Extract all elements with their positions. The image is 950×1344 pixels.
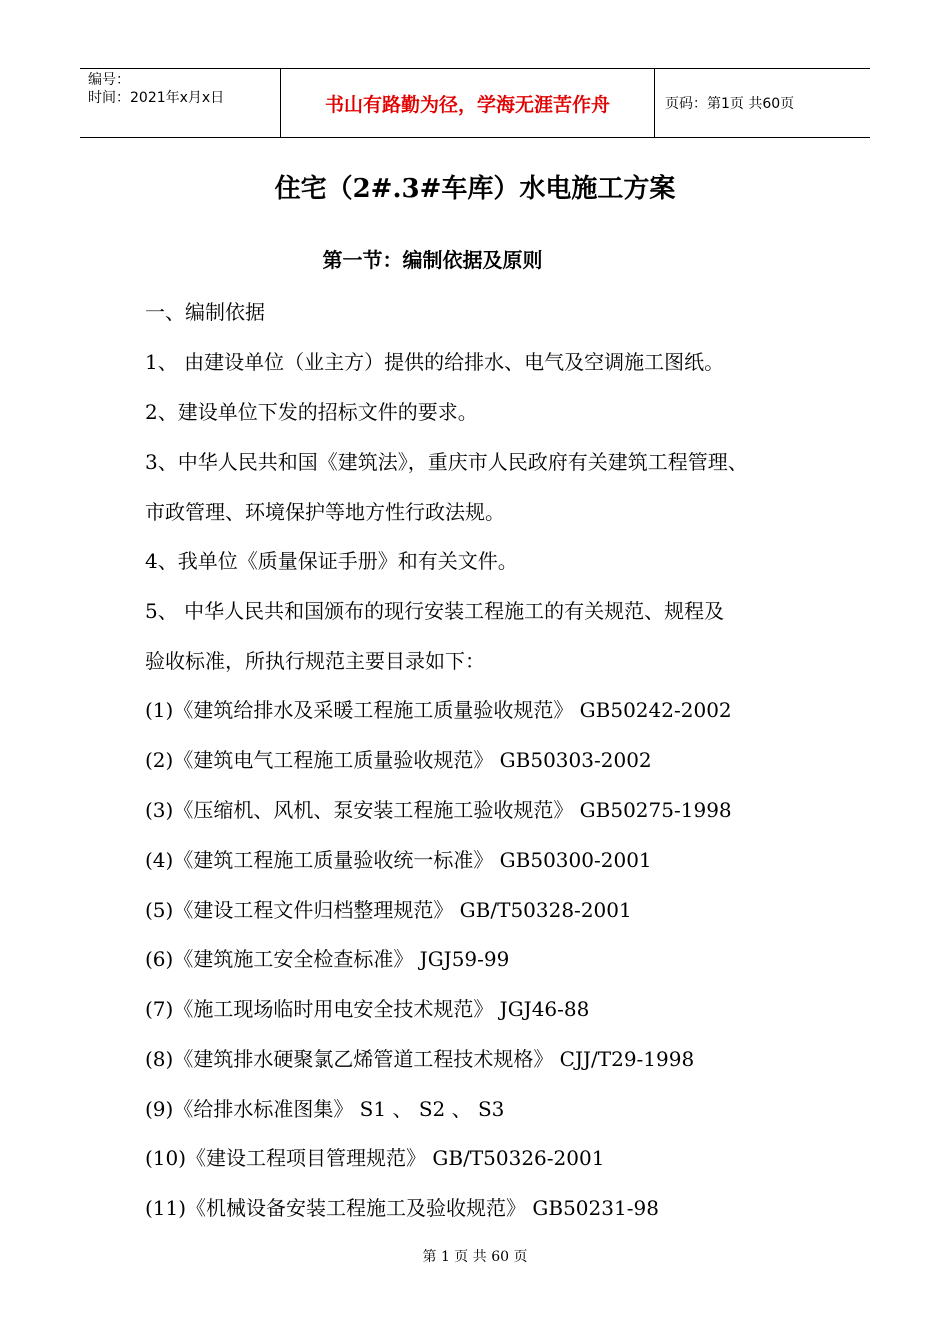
reference-item: (9)《给排水标准图集》 S1 、 S2 、 S3 (145, 1097, 505, 1121)
body-line: 5、 中华人民共和国颁布的现行安装工程施工的有关规范、规程及 (145, 599, 725, 623)
document-title: 住宅（2#.3#车库）水电施工方案 (274, 174, 676, 204)
body-line: 2、建设单位下发的招标文件的要求。 (145, 400, 478, 424)
body-line: 一、编制依据 (145, 300, 265, 324)
number-label: 编号： (88, 72, 130, 88)
reference-item: (8)《建筑排水硬聚氯乙烯管道工程技术规格》 CJJ/T29-1998 (145, 1047, 695, 1071)
reference-item: (5)《建设工程文件归档整理规范》 GB/T50328-2001 (145, 898, 632, 922)
header-table (80, 68, 870, 138)
section-title: 第一节：编制依据及原则 (322, 248, 543, 272)
reference-item: (2)《建筑电气工程施工质量验收规范》 GB50303-2002 (145, 748, 652, 772)
header-meta (80, 69, 281, 137)
body-line: 4、我单位《质量保证手册》和有关文件。 (145, 549, 518, 573)
body-line: 3、中华人民共和国《建筑法》，重庆市人民政府有关建筑工程管理、 (145, 450, 748, 474)
reference-item: (4)《建筑工程施工质量验收统一标准》 GB50300-2001 (145, 848, 652, 872)
reference-item: (11)《机械设备安装工程施工及验收规范》 GB50231-98 (145, 1196, 659, 1220)
header-page-info: 页码：第1页 共60页 (665, 96, 795, 112)
page-footer: 第 1 页 共 60 页 (422, 1249, 528, 1265)
header-motto: 书山有路勤为径，学海无涯苦作舟 (281, 69, 655, 137)
date-label: 时间：2021年x月x日 (88, 90, 225, 106)
reference-item: (10)《建设工程项目管理规范》 GB/T50326-2001 (145, 1146, 605, 1170)
body-line: 1、 由建设单位（业主方）提供的给排水、电气及空调施工图纸。 (145, 350, 725, 374)
body-line: 验收标准，所执行规范主要目录如下： (145, 649, 485, 673)
reference-item: (6)《建筑施工安全检查标准》 JGJ59-99 (145, 947, 510, 971)
reference-item: (3)《压缩机、风机、泵安装工程施工验收规范》 GB50275-1998 (145, 798, 732, 822)
reference-item: (7)《施工现场临时用电安全技术规范》 JGJ46-88 (145, 997, 590, 1021)
body-line: 市政管理、环境保护等地方性行政法规。 (145, 500, 505, 524)
reference-item: (1)《建筑给排水及采暖工程施工质量验收规范》 GB50242-2002 (145, 698, 732, 722)
